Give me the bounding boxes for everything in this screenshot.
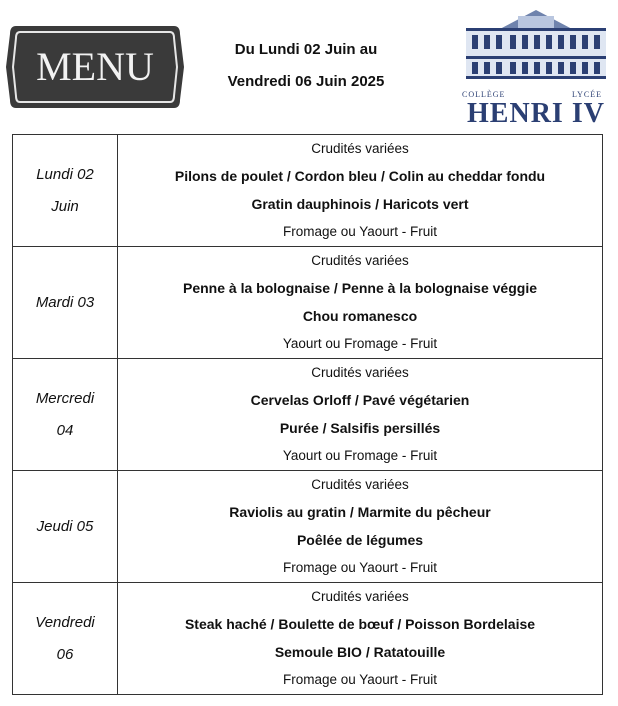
side-dish: Chou romanesco [302, 307, 418, 324]
school-building-icon [462, 8, 610, 88]
day-date: 06 [56, 645, 74, 663]
dessert: Yaourt ou Fromage - Fruit [282, 336, 438, 352]
day-label: Vendredi [35, 613, 95, 631]
starter: Crudités variées [311, 141, 409, 156]
starter: Crudités variées [311, 253, 409, 268]
day-cell [13, 471, 118, 583]
menu-row-thursday [13, 471, 603, 583]
dessert: Yaourt ou Fromage - Fruit [282, 448, 438, 464]
meals-cell [118, 247, 603, 359]
date-range [196, 34, 416, 98]
logo-lycee-label: LYCÉE [572, 90, 602, 99]
school-logo [462, 8, 610, 129]
logo-school-name: HENRI IV [467, 98, 605, 129]
meals-cell [118, 471, 603, 583]
meals-cell [118, 135, 603, 247]
day-label: Mercredi [35, 389, 95, 407]
starter: Crudités variées [311, 589, 409, 604]
side-dish: Poêlée de légumes [296, 531, 424, 548]
day-cell [13, 583, 118, 695]
logo-college-label: COLLÈGE [462, 90, 506, 99]
dessert: Fromage ou Yaourt - Fruit [282, 224, 438, 240]
starter: Crudités variées [311, 365, 409, 380]
meals-cell [118, 583, 603, 695]
main-dish: Pilons de poulet / Cordon bleu / Colin au cheddar fondu [174, 167, 546, 184]
day-label: Jeudi 05 [36, 517, 94, 535]
starter: Crudités variées [311, 477, 409, 492]
day-cell [13, 359, 118, 471]
menu-row-wednesday [13, 359, 603, 471]
day-label: Mardi 03 [35, 293, 95, 311]
day-cell [13, 247, 118, 359]
day-cell [13, 135, 118, 247]
side-dish: Purée / Salsifis persillés [279, 419, 441, 436]
day-date: 04 [56, 421, 74, 439]
menu-row-tuesday [13, 247, 603, 359]
menu-badge-text: MENU [36, 44, 154, 89]
main-dish: Penne à la bolognaise / Penne à la bolognaise véggie [183, 279, 537, 296]
dessert: Fromage ou Yaourt - Fruit [282, 672, 438, 688]
main-dish: Raviolis au gratin / Marmite du pêcheur [229, 503, 491, 520]
date-range-line2: Vendredi 06 Juin 2025 [227, 73, 385, 90]
menu-badge-shape [6, 22, 184, 112]
day-label: Lundi 02 [36, 165, 94, 183]
menu-row-monday [13, 135, 603, 247]
day-date: Juin [51, 197, 79, 215]
side-dish: Semoule BIO / Ratatouille [274, 643, 446, 660]
weekly-menu-table [12, 134, 603, 695]
main-dish: Steak haché / Boulette de bœuf / Poisson Bordelaise [184, 615, 536, 632]
meals-cell [118, 359, 603, 471]
main-dish: Cervelas Orloff / Pavé végétarien [250, 391, 470, 408]
side-dish: Gratin dauphinois / Haricots vert [251, 195, 469, 212]
menu-row-friday [13, 583, 603, 695]
menu-badge [6, 22, 184, 112]
date-range-line1: Du Lundi 02 Juin au [234, 41, 378, 58]
dessert: Fromage ou Yaourt - Fruit [282, 560, 438, 576]
